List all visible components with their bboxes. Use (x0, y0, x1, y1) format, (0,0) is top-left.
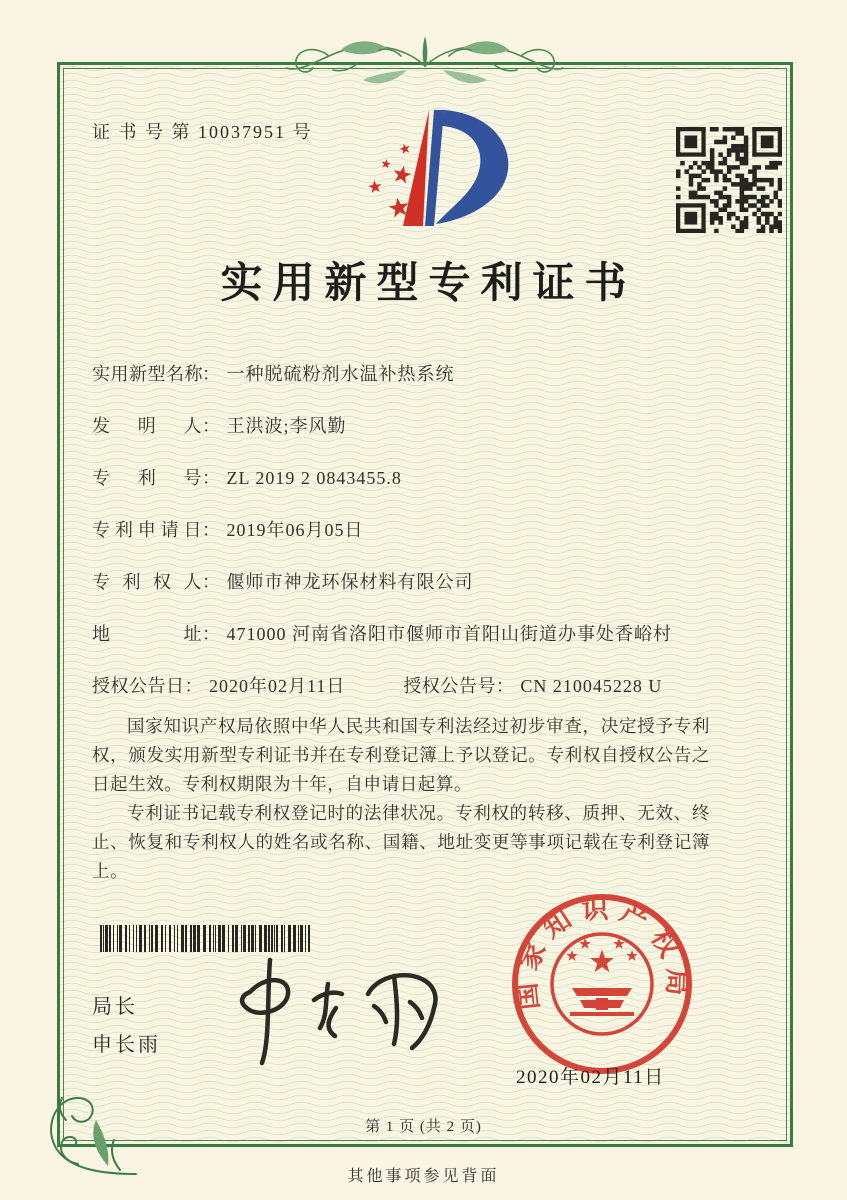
grant-date-value: 2020年02月11日 (209, 676, 346, 696)
field-row-filing-date (92, 516, 732, 568)
signer-title: 局长 (92, 996, 138, 1018)
colon: ： (184, 676, 203, 696)
colon: ： (202, 364, 221, 384)
field-value: 王洪波;李风勤 (226, 416, 347, 436)
grant-date-label: 授权公告日 (92, 676, 185, 696)
legal-text-block (92, 712, 710, 886)
handwritten-signature-icon (222, 948, 452, 1073)
national-emblem-icon (552, 934, 652, 1034)
signer-name: 申长雨 (92, 1034, 161, 1056)
field-label: 实用新型名称 (92, 364, 203, 384)
field-label: 地址 (92, 624, 202, 644)
field-value: 一种脱硫粉剂水温补热系统 (226, 364, 455, 384)
certificate-number: 证 书 号 第 10037951 号 (92, 122, 313, 142)
field-row-name (92, 360, 732, 412)
paragraph-grant-statement: 国家知识产权局依照中华人民共和国专利法经过初步审查，决定授予专利权，颁发实用新型专利证书并在专利登记簿上予以登记。专利权自授权公告之日起生效。专利权期限为十年，自申请日起算。 (92, 716, 710, 794)
paragraph-register-statement: 专利证书记载专利权登记时的法律状况。专利权的转移、质押、无效、终止、恢复和专利权人的姓名或名称、国籍、地址变更等事项记载在专利登记簿上。 (92, 803, 710, 881)
field-label: 发明人 (92, 416, 202, 436)
field-row-patent-no (92, 464, 732, 516)
field-value: 471000 河南省洛阳市偃师市首阳山街道办事处香峪村 (226, 624, 672, 644)
field-row-address (92, 620, 732, 672)
field-label: 专利权人 (92, 572, 202, 592)
seal-text: 国家知识产权局 (510, 893, 693, 1012)
qr-code (676, 127, 782, 233)
colon: ： (202, 468, 221, 488)
field-value: ZL 2019 2 0843455.8 (226, 468, 402, 488)
official-seal (506, 888, 698, 1080)
cnipa-logo-icon (343, 102, 515, 236)
field-value: 偃师市神龙环保材料有限公司 (226, 572, 474, 592)
colon: ： (202, 416, 221, 436)
colon: ： (495, 676, 515, 696)
field-label: 专利号 (92, 468, 202, 488)
fields-block (92, 360, 732, 724)
field-label: 专利申请日 (92, 520, 202, 540)
grant-no-label: 授权公告号 (403, 676, 496, 696)
grant-no-value: CN 210045228 U (520, 676, 663, 696)
field-row-patentee (92, 568, 732, 620)
page-number: 第 1 页 (共 2 页) (365, 1119, 482, 1135)
colon: ： (202, 624, 221, 644)
seal-date: 2020年02月11日 (516, 1067, 665, 1088)
field-value: 2019年06月05日 (226, 520, 364, 540)
top-scroll-ornament (283, 30, 567, 92)
colon: ： (202, 572, 221, 592)
colon: ： (202, 520, 221, 540)
page-title: 实用新型专利证书 (220, 261, 637, 307)
field-row-inventor (92, 412, 732, 464)
back-note: 其他事项参见背面 (347, 1168, 500, 1185)
